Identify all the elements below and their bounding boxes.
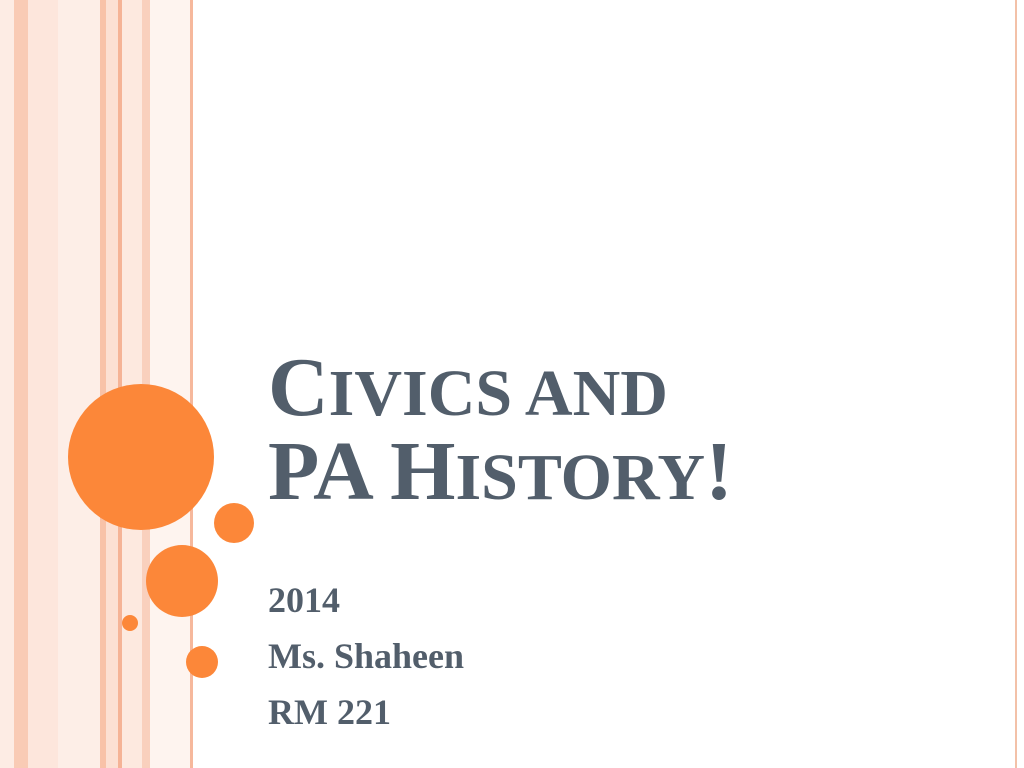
subtitle-room: RM 221 — [268, 692, 391, 732]
title-part: ISTORY — [455, 441, 706, 514]
decor-stripe — [150, 0, 190, 768]
decor-stripe — [106, 0, 118, 768]
subtitle-teacher: Ms. Shaheen — [268, 636, 465, 676]
decor-stripe — [58, 0, 100, 768]
title-part: IVICS AND — [328, 357, 668, 430]
title-part: C — [268, 341, 329, 434]
decor-circle-medium — [146, 545, 218, 617]
decor-circle-small — [186, 646, 218, 678]
decor-border-line — [1015, 0, 1017, 768]
decor-stripe — [28, 0, 58, 768]
title-line-2 — [268, 425, 988, 518]
decor-stripe — [14, 0, 28, 768]
decor-circle-tiny — [122, 615, 138, 631]
title-part: PA H — [268, 425, 456, 518]
subtitle-year: 2014 — [268, 580, 340, 620]
decor-circle-large — [68, 384, 214, 530]
title-part: ! — [705, 425, 733, 518]
decor-circle-small — [214, 503, 254, 543]
title-line-1 — [268, 341, 988, 434]
slide-subtitle — [268, 572, 464, 740]
slide-title — [268, 341, 988, 518]
decor-stripe — [0, 0, 14, 768]
